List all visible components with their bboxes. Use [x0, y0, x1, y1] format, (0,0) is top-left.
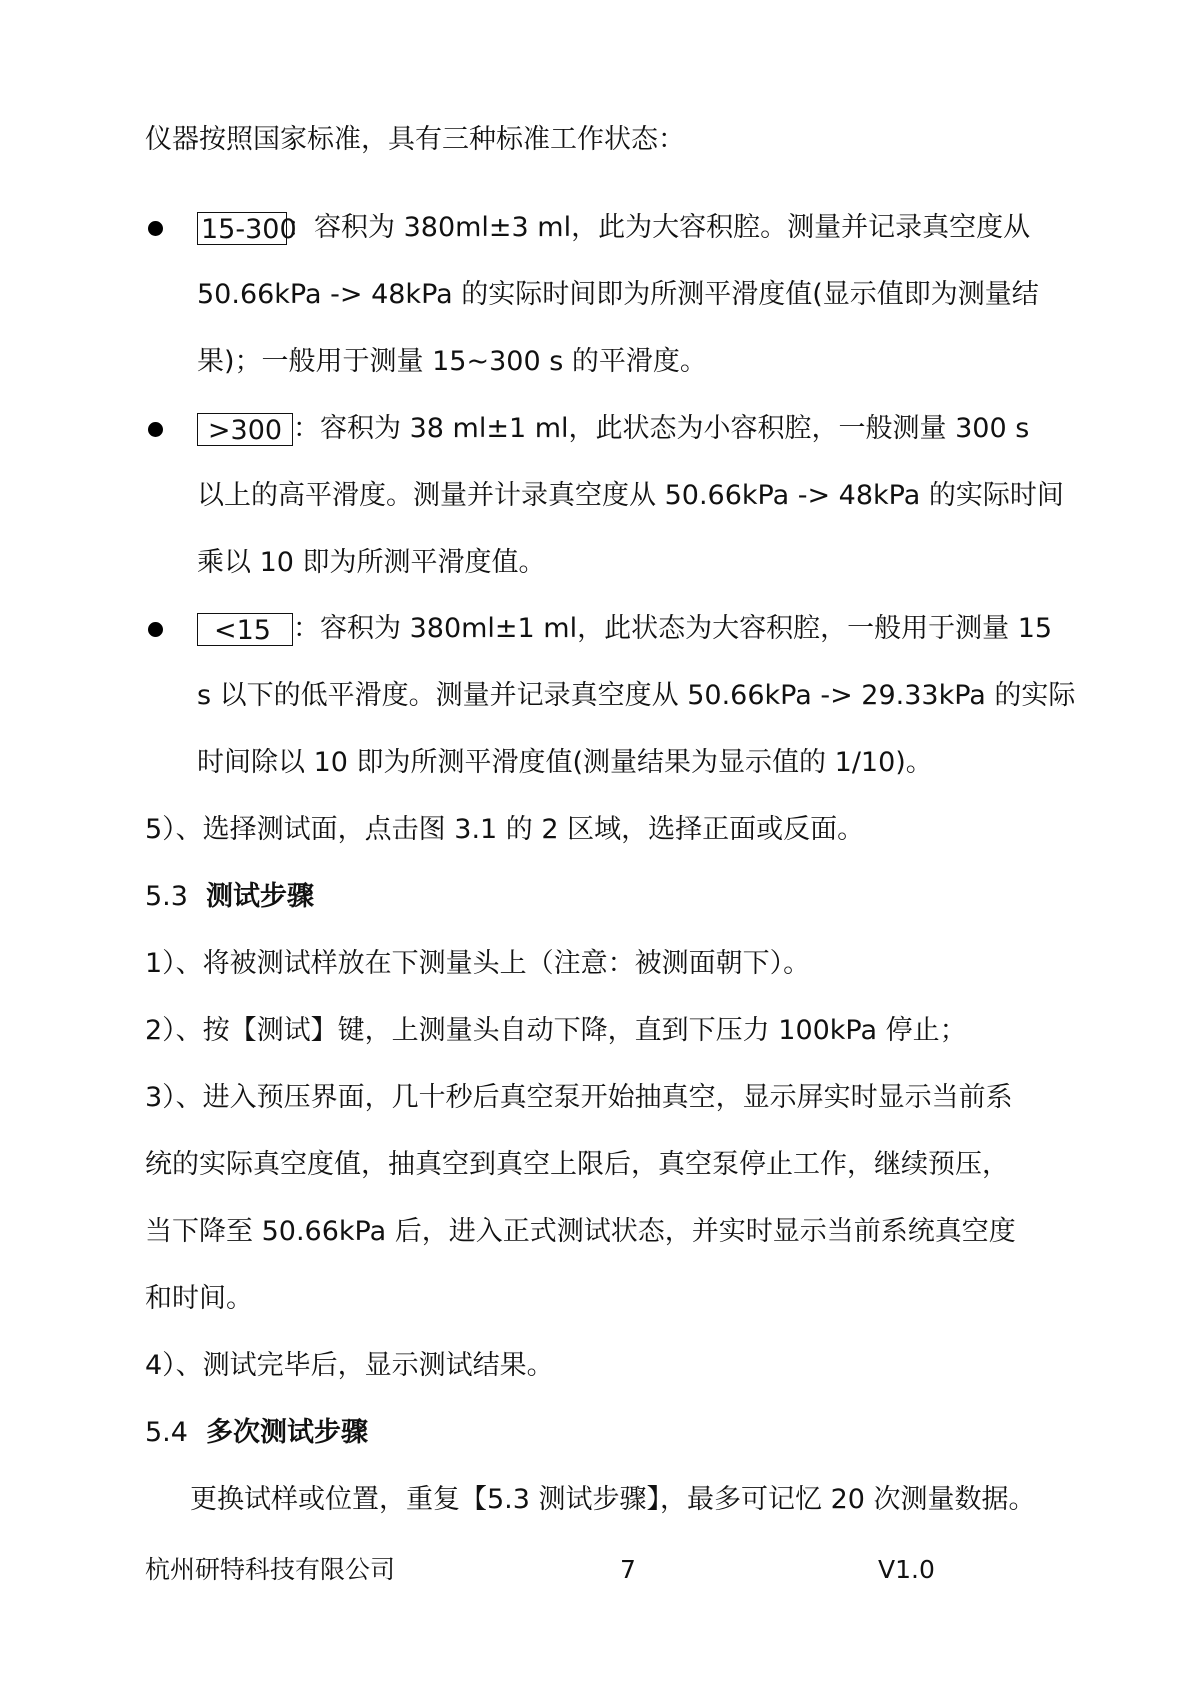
mode-text: ：容积为 380ml±1 ml，此状态为大容积腔，一般用于测量 15 [293, 613, 1053, 644]
intro-text: 仪器按照国家标准，具有三种标准工作状态： [145, 124, 685, 155]
footer-version: V1.0 [878, 1555, 935, 1584]
mode-code-box: >300 [197, 413, 293, 446]
footer-company: 杭州研特科技有限公司 [145, 1555, 396, 1584]
mode-3-line-1 [197, 609, 1052, 649]
section-5-3-heading [145, 877, 314, 917]
mode-2-line-2: 以上的高平滑度。测量并计录真空度从 50.66kPa -> 48kPa 的实际时间 [197, 480, 1064, 511]
bullet-dot [148, 422, 163, 437]
section-number: 5.3 [145, 881, 188, 912]
mode-code-box: <15 [197, 613, 293, 646]
step-line: 2）、按【测试】键，上测量头自动下降，直到下压力 100kPa 停止； [145, 1015, 967, 1046]
step-5-text: 5）、选择测试面，点击图 3.1 的 2 区域，选择正面或反面。 [145, 814, 865, 845]
step-line: 统的实际真空度值，抽真空到真空上限后，真空泵停止工作，继续预压， [145, 1149, 1009, 1180]
mode-1-line-1 [197, 208, 1030, 248]
section-5-4-heading [145, 1413, 368, 1453]
step-line: 4）、测试完毕后，显示测试结果。 [145, 1350, 554, 1381]
bullet-dot [148, 221, 163, 236]
mode-3-line-2: s 以下的低平滑度。测量并记录真空度从 50.66kPa -> 29.33kPa 的实际 [197, 680, 1076, 711]
section-title: 测试步骤 [205, 881, 314, 912]
mode-1-line-3: 果)；一般用于测量 15~300 s 的平滑度。 [197, 346, 707, 377]
section-5-4-paragraph: 更换试样或位置，重复【5.3 测试步骤】，最多可记忆 20 次测量数据。 [190, 1484, 1036, 1515]
step-line: 1）、将被测试样放在下测量头上（注意：被测面朝下）。 [145, 948, 811, 979]
section-title: 多次测试步骤 [205, 1417, 368, 1448]
mode-code-box: 15-300 [197, 212, 287, 245]
mode-3-line-3: 时间除以 10 即为所测平滑度值(测量结果为显示值的 1/10)。 [197, 747, 933, 778]
footer-page-number: 7 [620, 1555, 636, 1584]
section-number: 5.4 [145, 1417, 188, 1448]
mode-text: ：容积为 38 ml±1 ml，此状态为小容积腔，一般测量 300 s [293, 413, 1030, 444]
mode-2-line-1 [197, 409, 1029, 449]
mode-1-line-2: 50.66kPa -> 48kPa 的实际时间即为所测平滑度值(显示值即为测量结 [197, 279, 1039, 310]
step-line: 当下降至 50.66kPa 后，进入正式测试状态，并实时显示当前系统真空度 [145, 1216, 1016, 1247]
step-line: 3）、进入预压界面，几十秒后真空泵开始抽真空，显示屏实时显示当前系 [145, 1082, 1013, 1113]
step-line: 和时间。 [145, 1283, 253, 1314]
mode-2-line-3: 乘以 10 即为所测平滑度值。 [197, 547, 546, 578]
mode-text: ：容积为 380ml±3 ml，此为大容积腔。测量并记录真空度从 [287, 212, 1031, 243]
bullet-dot [148, 622, 163, 637]
